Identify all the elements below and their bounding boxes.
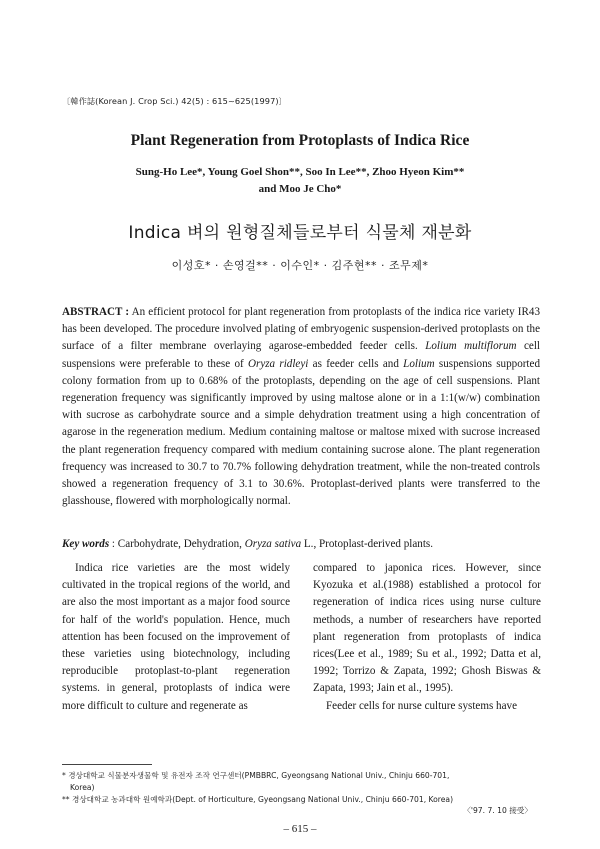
footnote-affiliation-1: * 경상대학교 식물분자생물학 및 유전자 조작 연구센터(PMBBRC, Gyeongsang National Univ., Chinju 660-701,: [62, 771, 450, 780]
journal-citation: 〔韓作誌(Korean J. Crop Sci.) 42(5) : 615~625(1997)〕: [62, 96, 287, 106]
paper-title: Plant Regeneration from Protoplasts of Indica Rice: [130, 132, 470, 149]
page-number: – 615 –: [283, 823, 317, 835]
keywords: [62, 538, 540, 550]
abstract: [62, 304, 540, 510]
body-paragraph: Indica rice varieties are the most widely cultivated in the tropical regions of the world, and are also the most important as a major food source for half of the world's population. Hence, much attention has been focused on the improvement of these varieties using biotechnology, including reproducible protoplast-to-plant regeneration systems. in general, protoplasts of indica were more difficult to culture and regenerate as: [62, 562, 290, 712]
abstract-species-2: Oryza ridleyi: [247, 357, 309, 370]
keywords-label: Key words: [62, 538, 110, 550]
author-line-1: Sung-Ho Lee*, Young Goel Shon**, Soo In Lee**, Zhoo Hyeon Kim**: [135, 166, 465, 178]
footnote-affiliation-2: ** 경상대학교 농과대학 원예학과(Dept. of Horticulture, Gyeongsang National Univ., Chinju 660-701, Korea): [62, 794, 454, 804]
received-date: 〈'97. 7. 10 接受〉: [463, 806, 532, 816]
footnote-affiliation-1-cont: Korea): [70, 782, 95, 792]
abstract-text-1: An efficient protocol for plant regeneration from protoplasts of the indica rice variety IR43 has been developed. The procedure involved plating of embryogenic suspension-derived protoplasts on the surface of a filter membrane overlaying agarose-embedded feeder cells.: [62, 306, 540, 353]
body-column-right: [313, 560, 541, 715]
author-line-2: and Moo Je Cho*: [258, 183, 342, 195]
korean-title: Indica 벼의 원형질체들로부터 식물체 재분화: [128, 223, 472, 243]
abstract-species-1: Lolium multiflorum: [425, 340, 517, 353]
abstract-text-3: as feeder cells and: [308, 357, 404, 370]
abstract-text-2: cell suspensions were preferable to these of: [62, 340, 540, 370]
body-paragraph: compared to japonica rices. However, since Kyozuka et al.(1988) established a protocol for regeneration of indica rices using nurse culture methods, a number of researchers have reported plant regeneration from protoplasts of indica rices(Lee et al., 1989; Su et al., 1992; Datta et al, 1992; Torrizo & Zapata, 1992; Ghosh Biswas & Zapata, 1993; Jain et al., 1995).: [313, 562, 541, 695]
abstract-text-4: suspensions supported colony formation from up to 0.68% of the protoplasts, depending on the age of cell suspensions. Plant regeneration frequency was significantly improved by using maltose alone or in a 1:1(w/w) combination with sucrose as carbohydrate source and a simple dehydration treatment using a high concentration of agarose in the regeneration medium. Medium containing maltose or maltose mixed with sucrose increased the plant regeneration frequency compared with medium containing sucrose alone. The plant regeneration frequency was increased to 30.7 to 70.7% following dehydration treatment, while the non-treated controls showed a regeneration frequency of 3.1 to 30.6%. Protoplast-derived plants were transferred to the glasshouse, flowered with morphologically normal.: [62, 357, 540, 508]
keywords-species: Oryza sativa: [244, 538, 302, 550]
korean-authors: 이성호* · 손영걸** · 이수인* · 김주현** · 조무제*: [171, 259, 429, 272]
abstract-label: ABSTRACT :: [62, 306, 130, 318]
keywords-separator: :: [109, 538, 118, 550]
footnote-divider: [62, 764, 152, 765]
abstract-species-3: Lolium: [403, 357, 435, 370]
body-paragraph: Feeder cells for nurse culture systems have: [326, 699, 517, 712]
keywords-text-2: L., Protoplast-derived plants.: [301, 538, 433, 550]
body-column-left: [62, 560, 290, 715]
keywords-text-1: Carbohydrate, Dehydration,: [117, 538, 245, 550]
author-list: [60, 164, 540, 198]
footnotes: [62, 770, 540, 817]
